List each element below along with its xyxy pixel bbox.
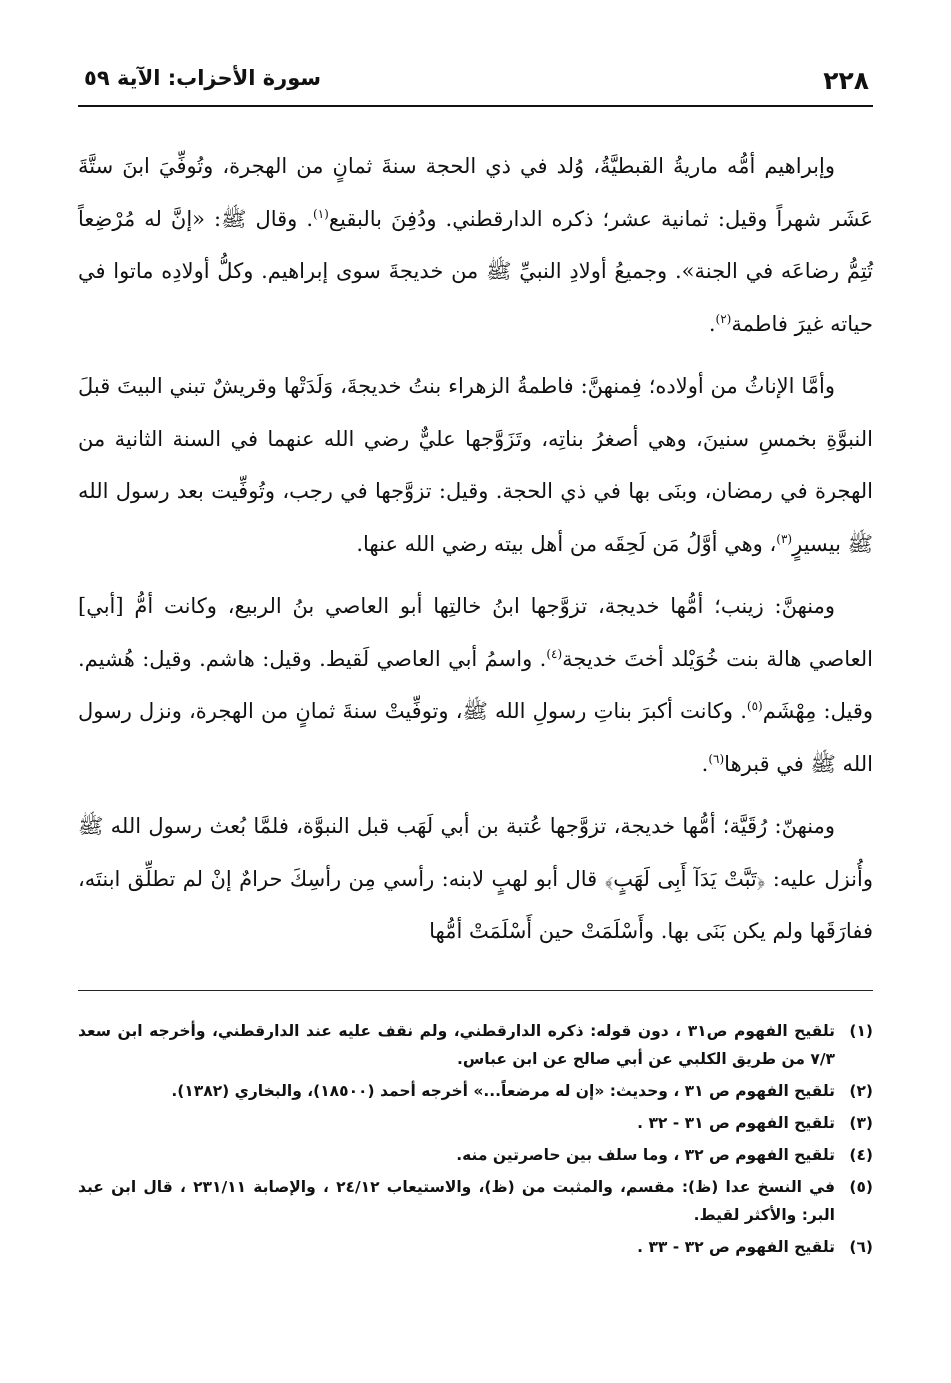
page-number: ٢٢٨ bbox=[823, 66, 869, 95]
paragraph bbox=[78, 800, 873, 958]
paragraph-text: . وكانت أكبرَ بناتِ رسولِ الله ﷺ، وتوفِّيتْ سنةَ ثمانٍ من الهجرة، ونزل رسول الله ﷺ في قبرها bbox=[78, 699, 873, 776]
paragraph-text: . واسمُ أبي العاصي لَقيط. وقيل: هاشم. وقيل: هُشيم. وقيل: مِهْشَم bbox=[78, 646, 873, 723]
paragraph bbox=[78, 580, 873, 790]
footnote-ref: (٣) bbox=[776, 531, 793, 546]
footnote-number: (٤) bbox=[849, 1146, 873, 1164]
footnote-ref: (٤) bbox=[546, 646, 563, 661]
footnote-text: تلقيح الفهوم ص ٣٢ - ٣٣ . bbox=[637, 1238, 835, 1256]
footnote bbox=[78, 1017, 873, 1073]
paragraph-text: ومنهنَّ: زينب؛ أمُّها خديجة، تزوَّجها ابنُ خالتِها أبو العاصي بنُ الربيع، وكانت أمُّ [أبي] العاصي هالة بنت خُوَيْلد أختَ خديجة bbox=[78, 594, 873, 671]
footnote bbox=[78, 1077, 873, 1105]
paragraph-text: ومنهنّ: رُقَيَّة؛ أمُّها خديجة، تزوَّجها عُتبة بن أبي لَهَب قبل النبوَّة، فلمَّا بُعث رسول الله ﷺ وأُنزل عليه: ﴿تَبَّتْ يَدَآ أَبِى لَهَبٍ﴾ قال أبو لهبٍ لابنه: رأسي مِن رأسِكَ حرامٌ إنْ لم تطلِّق ابنتَه، ففارَقَها ولم يكن بَنَى بها. وأَسْلَمَتْ حين أَسْلَمَتْ أمُّها bbox=[78, 814, 874, 943]
paragraph-text: وأمَّا الإناثُ من أولاده؛ فِمنهنَّ: فاطمةُ الزهراء بنتُ خديجةَ، وَلَدَتْها وقريشٌ تبني البيتَ قبلَ النبوَّةِ بخمسِ سنينَ، وهي أصغرُ بناتِه، وتَزَوَّجها عليٌّ رضي الله عنهما في السنة الثانية من الهجرة في رمضان، وبنَى بها في ذي الحجة. وقيل: تزوَّجها في رجب، وتُوفِّيت بعد رسول الله ﷺ بيسيرٍ bbox=[78, 374, 873, 556]
footnotes bbox=[78, 1017, 873, 1265]
paragraph-text: . bbox=[708, 311, 716, 336]
footnote-number: (٦) bbox=[849, 1238, 873, 1256]
footnote bbox=[78, 1173, 873, 1229]
footnote-text: تلقيح الفهوم ص ٣١ - ٣٢ . bbox=[637, 1114, 835, 1132]
footnote bbox=[78, 1141, 873, 1169]
paragraph-text: . وقال ﷺ: «إنَّ له مُرْضِعاً تُتِمُّ رضاعَه في الجنة». وجميعُ أولادِ النبيِّ ﷺ من خديجةَ سوى إبراهيم. وكلُّ أولادِه ماتوا في حياته غيرَ فاطمة bbox=[78, 206, 873, 336]
footnote-ref: (٦) bbox=[708, 751, 725, 766]
footnote-text: تلقيح الفهوم ص ٣٢ ، وما سلف بين حاصرتين منه. bbox=[456, 1146, 835, 1164]
paragraph bbox=[78, 360, 873, 570]
footnote-ref: (٥) bbox=[746, 699, 763, 713]
paragraph bbox=[78, 140, 873, 350]
header-rule bbox=[78, 105, 873, 107]
paragraph-text: ، وهي أوَّلُ مَن لَحِقَه من أهل بيته رضي الله عنها. bbox=[356, 531, 777, 556]
footnote-text: تلقيح الفهوم ص ٣١ ، وحديث: «إن له مرضعاً...» أخرجه أحمد (١٨٥٠٠)، والبخاري (١٣٨٢). bbox=[171, 1082, 835, 1100]
paragraph-text: . bbox=[701, 751, 709, 776]
footnote-number: (٣) bbox=[849, 1114, 873, 1132]
page-header bbox=[78, 60, 873, 100]
footnote-number: (٥) bbox=[849, 1178, 873, 1196]
footnote bbox=[78, 1109, 873, 1137]
running-title: سورة الأحزاب: الآية ٥٩ bbox=[84, 66, 322, 90]
footnote-number: (٢) bbox=[849, 1082, 873, 1100]
footnote-number: (١) bbox=[849, 1022, 873, 1040]
footnote-ref: (١) bbox=[313, 206, 329, 221]
main-text bbox=[78, 140, 873, 968]
paragraph-text: وإبراهيم أمُّه ماريةُ القبطيَّةُ، وُلد في ذي الحجة سنةَ ثمانٍ من الهجرة، وتُوفِّيَ ابنَ ستَّةَ عَشَر شهراً وقيل: ثمانية عشر؛ ذكره الدارقطني. ودُفِنَ بالبقيع bbox=[78, 154, 873, 231]
footnote-ref: (٢) bbox=[715, 311, 732, 326]
footnote-text: في النسخ عدا (ظ): مقسم، والمثبت من (ظ)، والاستيعاب ٢٤/١٢ ، والإصابة ٢٣١/١١ ، قال ابن عبد البر: والأكثر لقيط. bbox=[78, 1178, 835, 1224]
footnote bbox=[78, 1233, 873, 1261]
footnote-text: تلقيح الفهوم ص٣١ ، دون قوله: ذكره الدارقطني، ولم نقف عليه عند الدارقطني، وأخرجه ابن سعد ٧/٣ من طريق الكلبي عن أبي صالح عن ابن عباس. bbox=[78, 1022, 835, 1068]
footnote-rule bbox=[78, 990, 873, 991]
